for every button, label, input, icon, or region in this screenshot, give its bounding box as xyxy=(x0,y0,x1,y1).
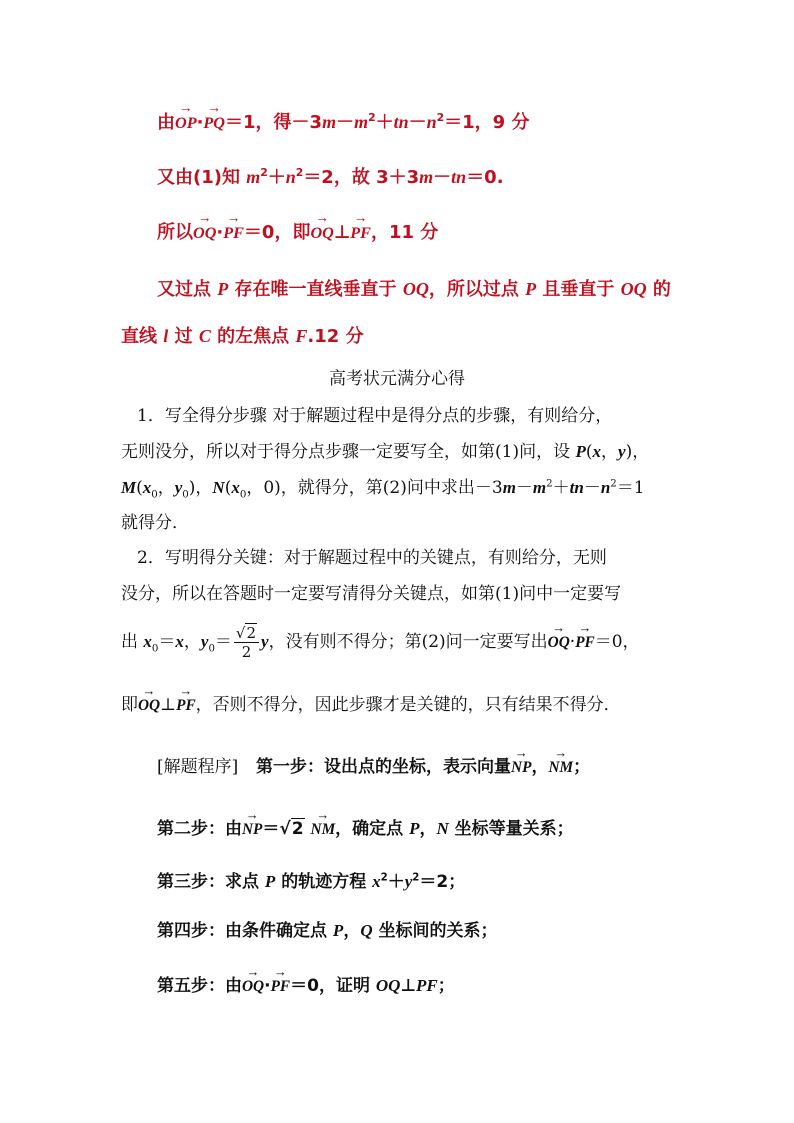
step-line-2 xyxy=(157,816,574,838)
exponent: 2 xyxy=(380,872,388,884)
fraction-sqrt2-over-2: $\frac{√2}{2}$ xyxy=(234,624,259,661)
subscript: 0 xyxy=(208,643,215,655)
text: ( xyxy=(585,442,593,462)
point-n: N xyxy=(436,819,449,838)
vector-oq: → OQ xyxy=(138,692,160,713)
text: ＝2； xyxy=(419,872,466,892)
p1-line-4: 就得分． xyxy=(121,513,189,533)
vector-pq: → PQ xyxy=(203,109,225,131)
var-n: n xyxy=(285,167,296,187)
p1-line-3 xyxy=(121,479,645,501)
vector-np: → NP xyxy=(242,816,262,837)
var-tn: tn xyxy=(569,478,584,497)
text: ， xyxy=(419,819,437,839)
text: ＝2，故 3＋3 xyxy=(303,167,420,188)
segment-pf: PF xyxy=(415,976,438,995)
step-line-1 xyxy=(157,754,590,776)
vector-np: → NP xyxy=(511,754,531,775)
separator: ， xyxy=(531,757,549,777)
subscript: 0 xyxy=(182,489,189,501)
text: 存在唯一直线垂直于 xyxy=(228,279,403,300)
var-m: m xyxy=(419,167,434,187)
point-q: Q xyxy=(360,921,373,940)
text: － xyxy=(583,478,601,498)
var-tn: tn xyxy=(451,167,467,187)
text: 第四步：由条件确定点 xyxy=(157,921,333,941)
point-p: P xyxy=(575,442,586,461)
point-n: N xyxy=(212,478,225,497)
text: － xyxy=(433,167,452,188)
text: 且垂直于 xyxy=(536,279,621,300)
var-m: m xyxy=(322,112,337,132)
text: 又由(1)知 xyxy=(157,167,247,188)
text: ； xyxy=(573,757,591,777)
var-n: n xyxy=(600,478,611,497)
var-m: m xyxy=(502,478,516,497)
denominator: 2 xyxy=(241,643,252,661)
text: ＝0. xyxy=(466,167,504,188)
exponent: 2 xyxy=(295,166,304,179)
text: 第五步：由 xyxy=(157,976,242,996)
point-p: P xyxy=(217,279,229,299)
text: － xyxy=(336,112,355,133)
text: ＝1 xyxy=(616,478,645,498)
text: 出 xyxy=(121,632,144,652)
program-tag: [解题程序] xyxy=(157,757,239,777)
text: 的轨迹方程 xyxy=(275,872,373,892)
text: ＝0，即 xyxy=(243,222,311,243)
var-x: x xyxy=(592,442,602,461)
dot-operator: · xyxy=(569,632,576,652)
text: 第三步：求点 xyxy=(157,872,265,892)
step-line-3 xyxy=(157,873,465,891)
vector-op: → OP xyxy=(175,109,197,131)
text: ＝ xyxy=(214,632,232,652)
text: ， xyxy=(183,632,201,652)
subscript: 0 xyxy=(151,489,158,501)
focus-f: F xyxy=(295,326,308,346)
text: .12 分 xyxy=(307,326,364,347)
vector-oq: → OQ xyxy=(548,628,570,652)
text: ＋ xyxy=(375,112,394,133)
curve-c: C xyxy=(198,326,211,346)
text: 第一步：设出点的坐标，表示向量 xyxy=(256,757,512,777)
vector-pf: → PF xyxy=(176,692,196,713)
vector-pf: → PF xyxy=(271,973,291,994)
exponent: 2 xyxy=(368,111,376,124)
point-p: P xyxy=(525,279,537,299)
text: － xyxy=(408,112,427,133)
perp-symbol: ⊥ xyxy=(333,222,351,243)
text: 又过点 xyxy=(157,279,218,300)
vector-oq: → OQ xyxy=(310,219,333,241)
step-line-4 xyxy=(157,922,498,940)
text: ＋ xyxy=(267,167,286,188)
text: 无则没分，所以对于得分点步骤一定要写全，如第(1)问，设 xyxy=(121,442,576,462)
text: ( xyxy=(136,478,143,498)
var-x: x xyxy=(372,872,381,891)
text: ，所以过点 xyxy=(428,279,526,300)
text: ＝0， xyxy=(594,632,640,652)
text: 直线 xyxy=(121,326,164,347)
exponent: 2 xyxy=(412,872,420,884)
text: ，确定点 xyxy=(335,819,410,839)
point-p: P xyxy=(409,819,420,838)
exponent: 2 xyxy=(546,478,553,490)
p2-line-3 xyxy=(121,624,640,661)
text: ； xyxy=(437,976,455,996)
var-tn: tn xyxy=(393,112,409,132)
vector-nm: → NM xyxy=(311,816,336,837)
text: ＝1，得－3 xyxy=(225,112,323,133)
var-m: m xyxy=(246,167,261,187)
var-x: x xyxy=(175,632,184,651)
segment-oq: OQ xyxy=(375,976,401,995)
p2-line-2: 没分，所以在答题时一定要写清得分关键点，如第(1)问中一定要写 xyxy=(121,584,622,604)
solution-line-2 xyxy=(157,168,504,187)
text: － xyxy=(515,478,533,498)
subscript: 0 xyxy=(239,489,247,501)
perp-symbol: ⊥ xyxy=(160,695,177,715)
text: ＝0，证明 xyxy=(290,976,376,996)
text: ， xyxy=(601,442,619,462)
exponent: 2 xyxy=(436,111,445,124)
solution-line-5 xyxy=(121,327,364,346)
step-line-5 xyxy=(157,973,455,995)
text: ，11 分 xyxy=(370,222,439,243)
text: ，否则不得分，因此步骤才是关键的，只有结果不得分． xyxy=(195,695,621,715)
text: 过 xyxy=(168,326,199,347)
subscript: 0 xyxy=(151,643,159,655)
dot-operator: · xyxy=(216,222,224,243)
p1-line-2 xyxy=(121,443,649,461)
vector-nm: → NM xyxy=(548,754,573,775)
text: 所以 xyxy=(157,222,193,243)
point-p: P xyxy=(332,921,344,940)
text: )， xyxy=(625,442,650,462)
text: ＝1，9 分 xyxy=(444,112,530,133)
var-y: y xyxy=(200,632,209,651)
vector-oq: → OQ xyxy=(242,973,264,994)
text: ， xyxy=(157,478,175,498)
segment-oq: OQ xyxy=(402,279,429,299)
text: ，没有则不得分；第(2)问一定要写出 xyxy=(268,632,548,652)
vector-pf: → PF xyxy=(350,219,371,241)
text: 的 xyxy=(646,279,671,300)
p2-line-4 xyxy=(121,692,621,714)
var-m: m xyxy=(532,478,547,497)
section-heading: 高考状元满分心得 xyxy=(329,369,465,389)
var-y: y xyxy=(618,442,626,461)
text: ＝ xyxy=(262,819,280,839)
vector-pf: → PF xyxy=(223,219,244,241)
exponent: 2 xyxy=(260,166,268,179)
dot-operator: · xyxy=(196,112,204,133)
text: ( xyxy=(224,478,232,498)
text: 即 xyxy=(121,695,138,715)
var-x: x xyxy=(231,478,240,497)
text: 坐标间的关系； xyxy=(372,921,498,941)
text: ， xyxy=(343,921,361,941)
var-x: x xyxy=(143,632,152,651)
text: ＋ xyxy=(387,872,405,892)
var-x: x xyxy=(142,478,152,497)
vector-pf: → PF xyxy=(575,628,595,652)
solution-line-3 xyxy=(157,219,438,242)
var-y: y xyxy=(174,478,183,497)
var-m: m xyxy=(354,112,369,132)
var-n: n xyxy=(426,112,437,132)
text: 第二步：由 xyxy=(157,819,242,839)
text: ，0)，就得分，第(2)问中求出－3 xyxy=(246,478,503,498)
exponent: 2 xyxy=(610,478,617,490)
text: 坐标等量关系； xyxy=(448,819,574,839)
var-y: y xyxy=(261,632,269,651)
vector-oq: → OQ xyxy=(193,219,216,241)
perp-symbol: ⊥ xyxy=(400,976,416,996)
segment-oq: OQ xyxy=(620,279,647,299)
point-m: M xyxy=(121,478,137,497)
text: ＋ xyxy=(552,478,570,498)
var-y: y xyxy=(404,872,413,891)
line-l: l xyxy=(163,326,169,346)
p2-line-1: 2．写明得分关键：对于解题过程中的关键点，有则给分，无则 xyxy=(137,548,607,568)
text: 的左焦点 xyxy=(210,326,296,347)
text: 由 xyxy=(157,112,175,133)
radicand: 2 xyxy=(246,624,257,642)
dot-operator: · xyxy=(264,976,271,996)
point-p: P xyxy=(264,872,276,891)
text: ＝ xyxy=(158,632,176,652)
solution-line-1 xyxy=(157,109,529,132)
text: )， xyxy=(188,478,213,498)
p1-line-1: 1．写全得分步骤 对于解题过程中是得分点的步骤，有则给分， xyxy=(137,406,613,426)
solution-line-4 xyxy=(157,280,671,299)
sqrt-2: √2 xyxy=(279,819,304,839)
